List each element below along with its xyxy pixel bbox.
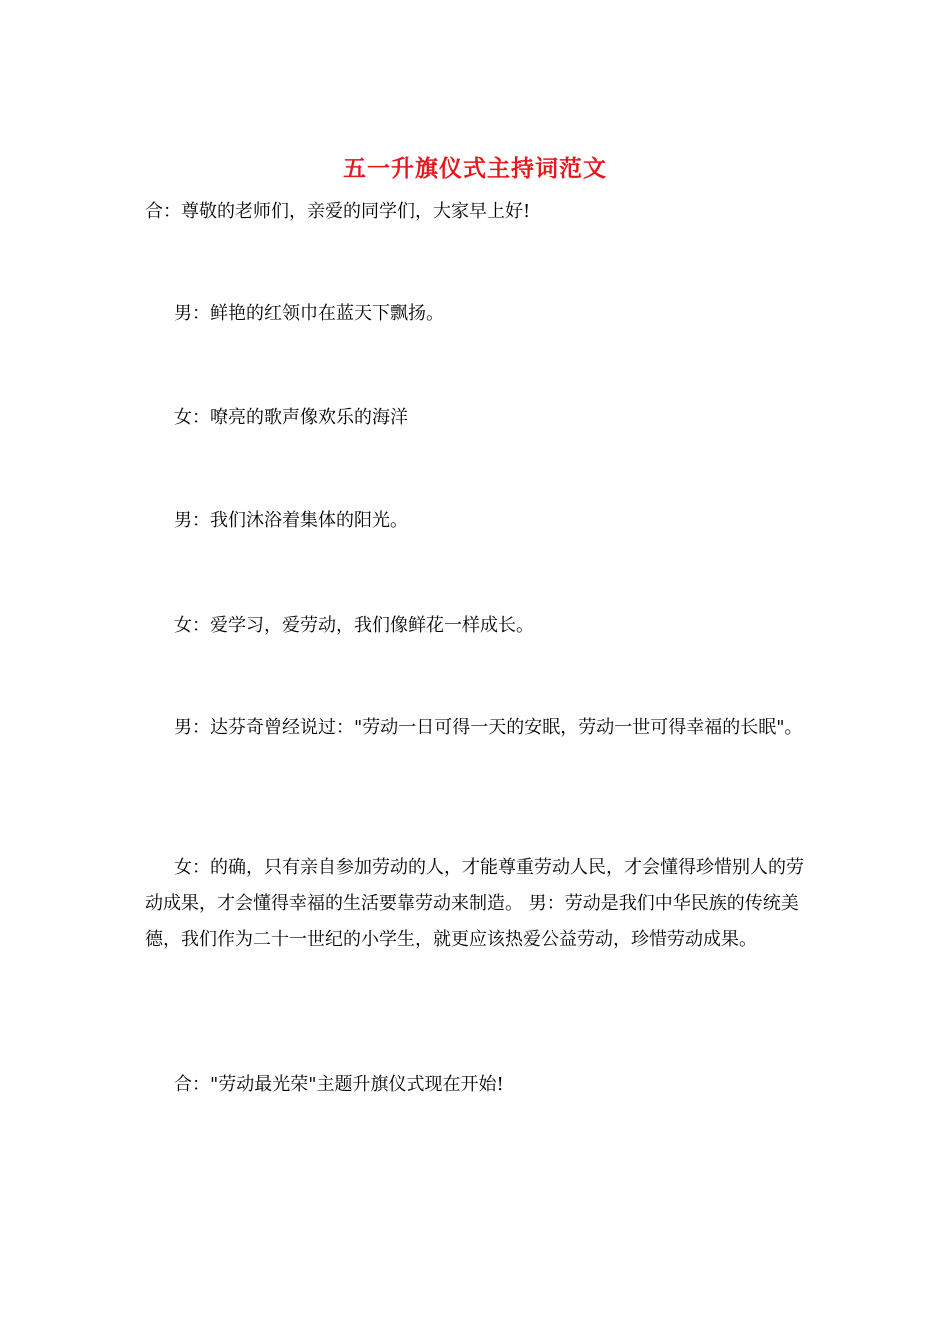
paragraph-female-2: 女：爱学习，爱劳动，我们像鲜花一样成长。 <box>174 615 534 636</box>
paragraph-female-1: 女：嘹亮的歌声像欢乐的海洋 <box>174 407 408 428</box>
paragraph-greeting: 合：尊敬的老师们，亲爱的同学们，大家早上好! <box>145 201 531 222</box>
document-title: 五一升旗仪式主持词范文 <box>343 155 607 182</box>
paragraph-male-1: 男：鲜艳的红领巾在蓝天下飘扬。 <box>174 303 444 324</box>
paragraph-female-3: 女：的确，只有亲自参加劳动的人，才能尊重劳动人民，才会懂得珍惜别人的劳动成果，才会懂得幸福的生活要靠劳动来制造。 男：劳动是我们中华民族的传统美德，我们作为二十一世纪的小学生，就更应该热爱公益劳动，珍惜劳动成果。 <box>145 857 804 950</box>
paragraph-male-2: 男：我们沐浴着集体的阳光。 <box>174 510 408 531</box>
paragraph-male-3: 男：达芬奇曾经说过："劳动一日可得一天的安眠，劳动一世可得幸福的长眠"。 <box>174 717 803 738</box>
paragraph-closing: 合："劳动最光荣"主题升旗仪式现在开始! <box>174 1074 504 1095</box>
